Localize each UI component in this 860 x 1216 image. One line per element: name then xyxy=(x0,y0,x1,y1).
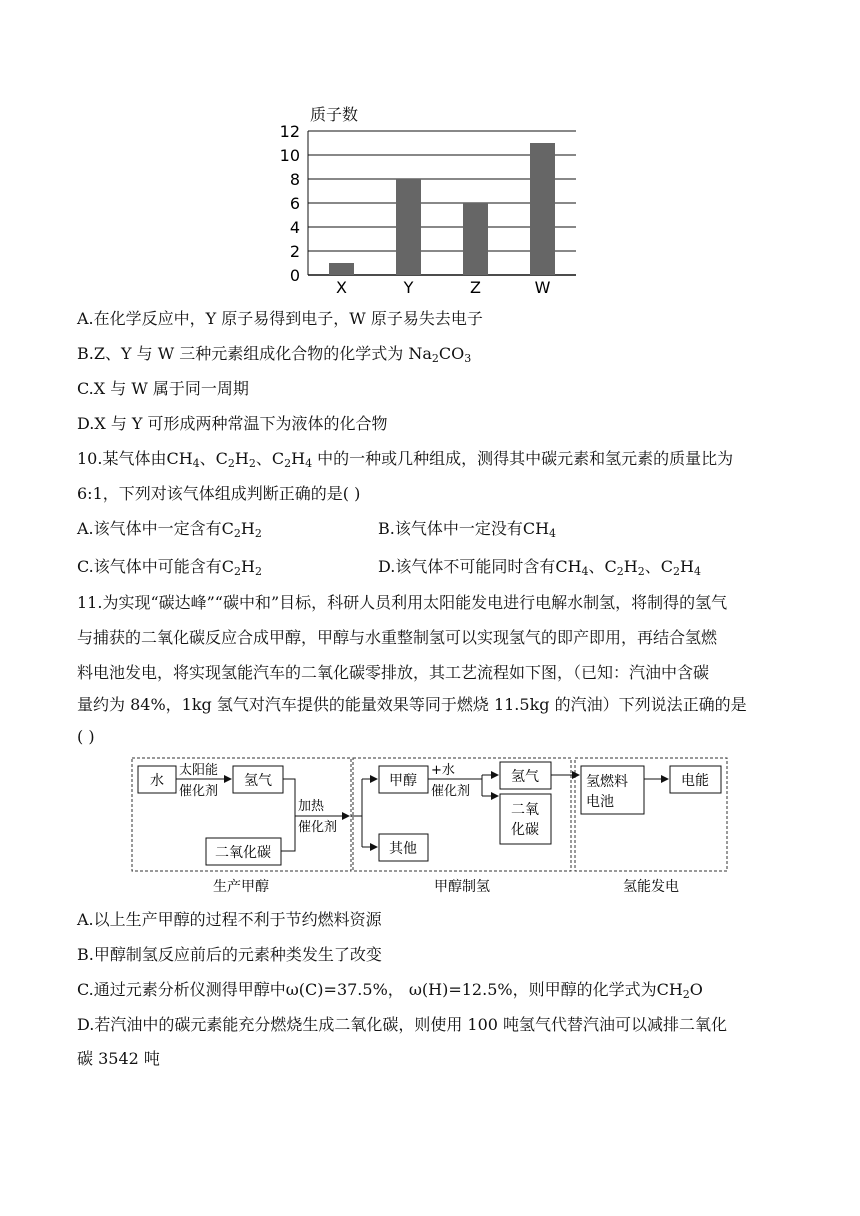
section-caption-1: 生产甲醇 xyxy=(213,879,269,895)
y-tick-label: 0 xyxy=(289,266,300,285)
hydrogen-label: 氢气 xyxy=(244,773,272,789)
q11-option-a: A.以上生产甲醇的过程不利于节约燃料资源 xyxy=(77,910,382,929)
hydrogen2-label: 氢气 xyxy=(511,769,539,785)
q11-stem-line4: 量约为 84%，1kg 氢气对汽车提供的能量效果等同于燃烧 11.5kg 的汽油）下列说法正确的是 xyxy=(77,695,747,714)
electric-label: 电能 xyxy=(681,773,709,789)
y-tick-label: 8 xyxy=(289,170,300,189)
co2-label: 二氧化碳 xyxy=(215,845,271,861)
proton-number-bar-chart xyxy=(270,100,590,300)
process-flow-diagram xyxy=(130,756,730,896)
q9-option-b-text: B.Z、Y 与 W 三种元素组成化合物的化学式为 xyxy=(77,344,409,363)
y-tick-label: 10 xyxy=(279,146,300,165)
bar-w xyxy=(530,143,555,275)
other-label: 其他 xyxy=(389,841,417,857)
q11-stem-line2: 与捕获的二氧化碳反应合成甲醇，甲醇与水重整制氢可以实现氢气的即产即用，再结合氢燃 xyxy=(77,628,718,647)
category-label-y: Y xyxy=(403,278,414,297)
plus-water-label-1: +水 xyxy=(431,763,455,778)
water-label: 水 xyxy=(150,773,164,789)
heat-label-2: 催化剂 xyxy=(298,820,338,835)
q11-option-c: C.通过元素分析仪测得甲醇中ω(C)=37.5%， ω(H)=12.5%，则甲醇的化学式为$CH_2O$ xyxy=(77,980,703,1001)
q9-option-b-formula: $Na_2CO_3$ xyxy=(408,344,472,365)
section-caption-2: 甲醇制氢 xyxy=(434,879,490,895)
q10-option-b: B.该气体中一定没有$CH_4$ xyxy=(378,519,557,540)
q11-option-b: B.甲醇制氢反应前后的元素种类发生了改变 xyxy=(77,945,382,964)
q10-option-d: D.该气体不可能同时含有$CH_4$、$C_2H_2$、$C_2H_4$ xyxy=(378,557,701,578)
category-label-w: W xyxy=(534,278,551,297)
bar-y xyxy=(396,179,421,275)
fuel-cell-label-2: 电池 xyxy=(586,794,614,810)
plus-water-label-2: 催化剂 xyxy=(431,784,471,799)
q9-option-a: A.在化学反应中，Y 原子易得到电子，W 原子易失去电子 xyxy=(77,309,483,328)
category-label-z: Z xyxy=(470,278,481,297)
q10-stem-line2: 6:1，下列对该气体组成判断正确的是( ) xyxy=(77,484,361,503)
co2-2-label-2: 化碳 xyxy=(511,822,539,838)
q9-option-b xyxy=(77,344,471,364)
q10-option-c: C.该气体中可能含有$C_2H_2$ xyxy=(77,557,262,578)
methanol-label: 甲醇 xyxy=(389,773,417,789)
q11-stem-line5: ( ) xyxy=(77,727,95,746)
q11-stem-line3: 料电池发电，将实现氢能汽车的二氧化碳零排放，其工艺流程如下图，（已知：汽油中含碳 xyxy=(77,663,710,682)
heat-label-1: 加热 xyxy=(298,799,325,814)
q9-option-c: C.X 与 W 属于同一周期 xyxy=(77,379,249,398)
connector-hydrogen-down xyxy=(283,779,295,816)
connector-co2-up xyxy=(281,816,295,851)
y-axis-label: 质子数 xyxy=(310,105,359,124)
y-tick-label: 12 xyxy=(279,122,300,141)
q11-option-d-line2: 碳 3542 吨 xyxy=(77,1049,160,1068)
section-caption-3: 氢能发电 xyxy=(623,879,679,895)
co2-2-label-1: 二氧 xyxy=(511,802,539,818)
y-tick-label: 2 xyxy=(289,242,300,261)
q11-stem-line1: 11.为实现“碳达峰”“碳中和”目标，科研人员利用太阳能发电进行电解水制氢，将制得的氢气 xyxy=(77,593,728,612)
bar-x xyxy=(329,263,354,275)
solar-label-1: 太阳能 xyxy=(179,763,219,778)
q10-option-a: A.该气体中一定含有$C_2H_2$ xyxy=(77,519,262,540)
q9-option-d: D.X 与 Y 可形成两种常温下为液体的化合物 xyxy=(77,414,388,433)
bar-z xyxy=(463,203,488,275)
category-label-x: X xyxy=(336,278,347,297)
fuel-cell-label-1: 氢燃料 xyxy=(586,774,628,790)
q10-stem-line1: 10.某气体由$CH_4$、$C_2H_2$、$C_2H_4$ 中的一种或几种组成，测得其中碳元素和氢元素的质量比为 xyxy=(77,449,734,470)
solar-label-2: 催化剂 xyxy=(179,784,219,799)
y-tick-label: 6 xyxy=(289,194,300,213)
y-tick-label: 4 xyxy=(289,218,300,237)
q11-option-d-line1: D.若汽油中的碳元素能充分燃烧生成二氧化碳，则使用 100 吨氢气代替汽油可以减排二氧化 xyxy=(77,1015,728,1034)
